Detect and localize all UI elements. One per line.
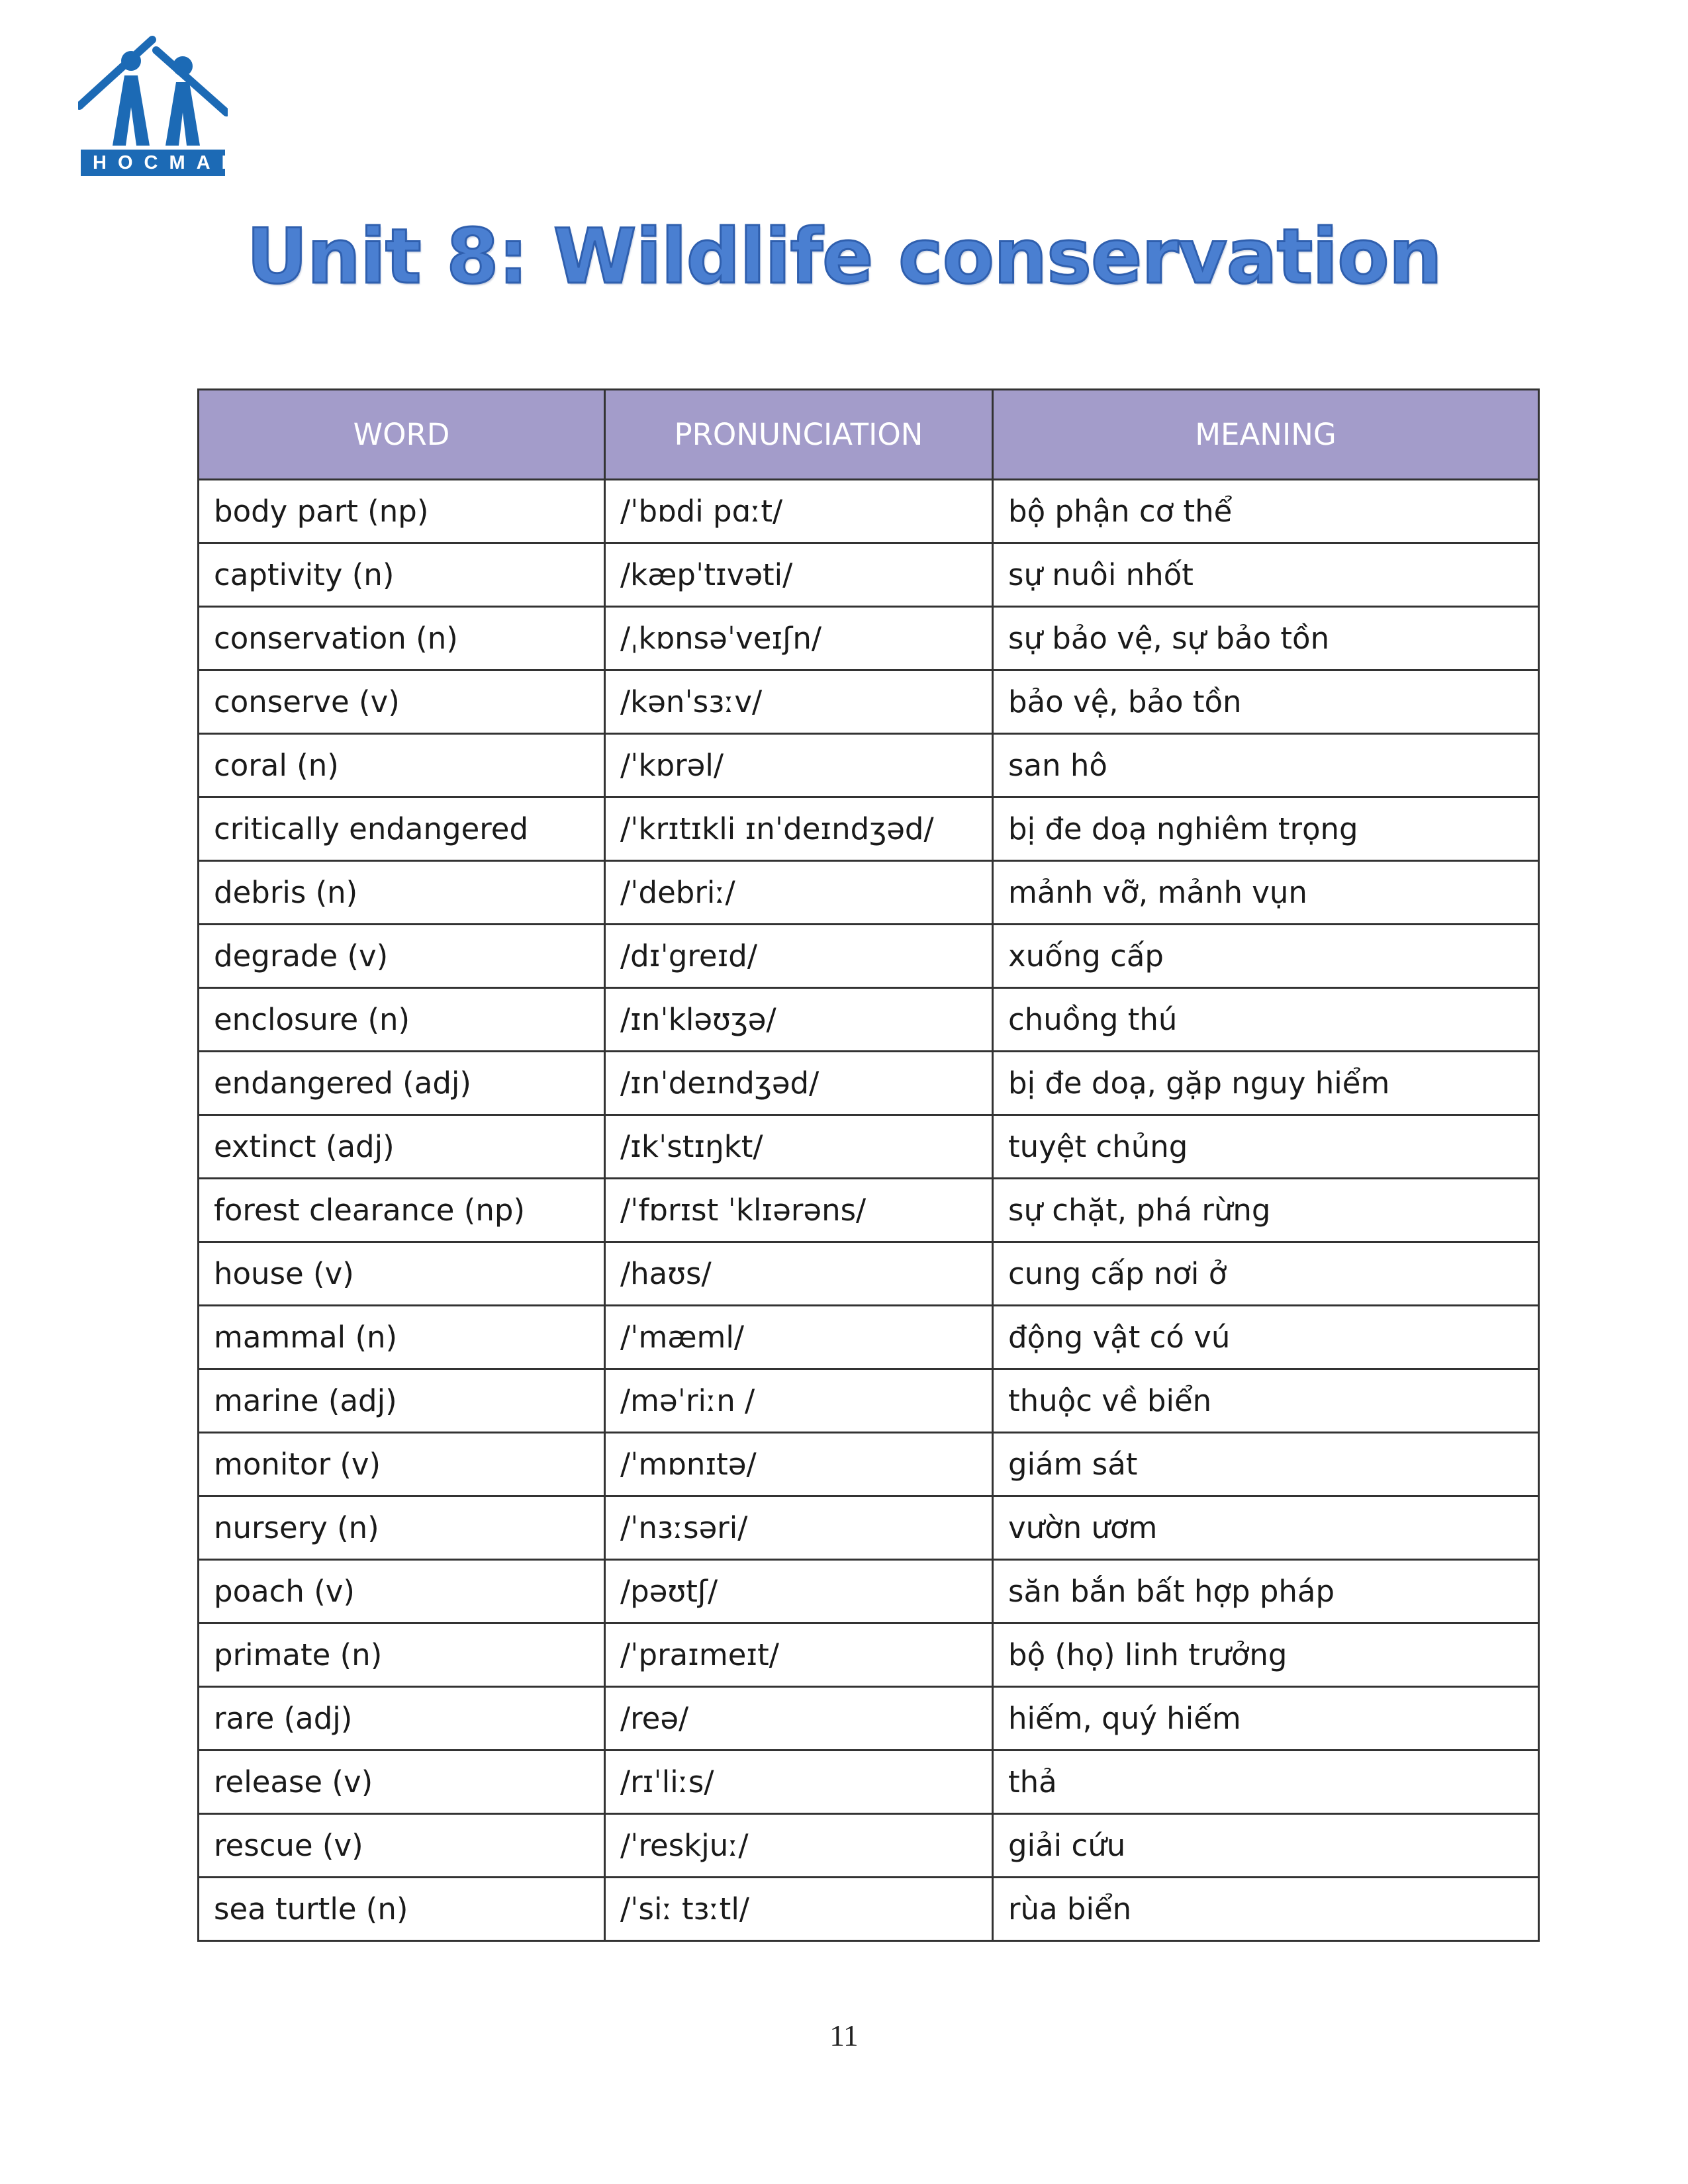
meaning-cell: tuyệt chủng — [993, 1115, 1539, 1179]
word-cell: marine (adj) — [199, 1369, 605, 1433]
header-meaning: MEANING — [993, 390, 1539, 480]
page-number: 11 — [829, 2019, 859, 2052]
word-cell: rare (adj) — [199, 1687, 605, 1751]
meaning-cell: thả — [993, 1751, 1539, 1814]
word-cell: monitor (v) — [199, 1433, 605, 1496]
word-cell: degrade (v) — [199, 925, 605, 988]
table-header-row — [199, 390, 1539, 480]
table-row — [199, 480, 1539, 543]
pronunciation-cell: /ˈpraɪmeɪt/ — [605, 1623, 993, 1687]
word-cell: body part (np) — [199, 480, 605, 543]
word-cell: endangered (adj) — [199, 1052, 605, 1115]
pronunciation-cell: /məˈriːn / — [605, 1369, 993, 1433]
table-row — [199, 1369, 1539, 1433]
pronunciation-cell: /ˈdebriː/ — [605, 861, 993, 925]
table-row — [199, 988, 1539, 1052]
pronunciation-cell: /dɪˈgreɪd/ — [605, 925, 993, 988]
meaning-cell: săn bắn bất hợp pháp — [993, 1560, 1539, 1623]
meaning-cell: sự bảo vệ, sự bảo tồn — [993, 607, 1539, 670]
pronunciation-cell: /ɪkˈstɪŋkt/ — [605, 1115, 993, 1179]
word-cell: conserve (v) — [199, 670, 605, 734]
pronunciation-cell: /kənˈsɜːv/ — [605, 670, 993, 734]
table-row — [199, 1306, 1539, 1369]
table-row — [199, 925, 1539, 988]
word-cell: poach (v) — [199, 1560, 605, 1623]
meaning-cell: vườn ươm — [993, 1496, 1539, 1560]
table-row — [199, 1433, 1539, 1496]
meaning-cell: bộ (họ) linh trưởng — [993, 1623, 1539, 1687]
meaning-cell: thuộc về biển — [993, 1369, 1539, 1433]
header-pronunciation: PRONUNCIATION — [605, 390, 993, 480]
meaning-cell: mảnh vỡ, mảnh vụn — [993, 861, 1539, 925]
hocmai-logo-text: HOCMAI — [81, 150, 225, 176]
table-row — [199, 607, 1539, 670]
pronunciation-cell: /ˈbɒdi pɑːt/ — [605, 480, 993, 543]
table-row — [199, 1242, 1539, 1306]
word-cell: enclosure (n) — [199, 988, 605, 1052]
word-cell: primate (n) — [199, 1623, 605, 1687]
table-row — [199, 543, 1539, 607]
pronunciation-cell: /rɪˈliːs/ — [605, 1751, 993, 1814]
table-body — [199, 480, 1539, 1941]
page-title: Unit 8: Wildlife conservation — [246, 212, 1442, 300]
vocabulary-table — [197, 388, 1540, 1942]
pronunciation-cell: /haʊs/ — [605, 1242, 993, 1306]
pronunciation-cell: /ˈsiː tɜːtl/ — [605, 1878, 993, 1941]
pronunciation-cell: /ˈnɜːsəri/ — [605, 1496, 993, 1560]
word-cell: nursery (n) — [199, 1496, 605, 1560]
word-cell: captivity (n) — [199, 543, 605, 607]
pronunciation-cell: /ˈmæml/ — [605, 1306, 993, 1369]
table-row — [199, 1560, 1539, 1623]
hocmai-logo — [78, 34, 238, 180]
word-cell: release (v) — [199, 1751, 605, 1814]
word-cell: sea turtle (n) — [199, 1878, 605, 1941]
table-row — [199, 797, 1539, 861]
pronunciation-cell: /ˈkɒrəl/ — [605, 734, 993, 797]
table-row — [199, 1687, 1539, 1751]
meaning-cell: động vật có vú — [993, 1306, 1539, 1369]
meaning-cell: xuống cấp — [993, 925, 1539, 988]
pronunciation-cell: /ˈreskjuː/ — [605, 1814, 993, 1878]
pronunciation-cell: /pəʊtʃ/ — [605, 1560, 993, 1623]
word-cell: rescue (v) — [199, 1814, 605, 1878]
pronunciation-cell: /ˈfɒrɪst ˈklɪərəns/ — [605, 1179, 993, 1242]
meaning-cell: bảo vệ, bảo tồn — [993, 670, 1539, 734]
hocmai-figures-icon — [78, 34, 228, 150]
pronunciation-cell: /ˈmɒnɪtə/ — [605, 1433, 993, 1496]
meaning-cell: san hô — [993, 734, 1539, 797]
pronunciation-cell: /ˌkɒnsəˈveɪʃn/ — [605, 607, 993, 670]
table-row — [199, 1179, 1539, 1242]
table-row — [199, 1878, 1539, 1941]
word-cell: forest clearance (np) — [199, 1179, 605, 1242]
table-row — [199, 1623, 1539, 1687]
table-row — [199, 1496, 1539, 1560]
word-cell: critically endangered — [199, 797, 605, 861]
word-cell: extinct (adj) — [199, 1115, 605, 1179]
pronunciation-cell: /reə/ — [605, 1687, 993, 1751]
meaning-cell: giám sát — [993, 1433, 1539, 1496]
pronunciation-cell: /kæpˈtɪvəti/ — [605, 543, 993, 607]
meaning-cell: sự nuôi nhốt — [993, 543, 1539, 607]
table-row — [199, 1751, 1539, 1814]
header-word: WORD — [199, 390, 605, 480]
meaning-cell: chuồng thú — [993, 988, 1539, 1052]
table-row — [199, 1115, 1539, 1179]
meaning-cell: bị đe doạ, gặp nguy hiểm — [993, 1052, 1539, 1115]
meaning-cell: rùa biển — [993, 1878, 1539, 1941]
word-cell: house (v) — [199, 1242, 605, 1306]
word-cell: debris (n) — [199, 861, 605, 925]
word-cell: mammal (n) — [199, 1306, 605, 1369]
meaning-cell: bị đe doạ nghiêm trọng — [993, 797, 1539, 861]
pronunciation-cell: /ɪnˈdeɪndʒəd/ — [605, 1052, 993, 1115]
table-row — [199, 1814, 1539, 1878]
table-row — [199, 1052, 1539, 1115]
meaning-cell: giải cứu — [993, 1814, 1539, 1878]
word-cell: coral (n) — [199, 734, 605, 797]
word-cell: conservation (n) — [199, 607, 605, 670]
table-row — [199, 861, 1539, 925]
pronunciation-cell: /ˈkrɪtɪkli ɪnˈdeɪndʒəd/ — [605, 797, 993, 861]
table-row — [199, 734, 1539, 797]
table-row — [199, 670, 1539, 734]
meaning-cell: cung cấp nơi ở — [993, 1242, 1539, 1306]
meaning-cell: hiếm, quý hiếm — [993, 1687, 1539, 1751]
meaning-cell: sự chặt, phá rừng — [993, 1179, 1539, 1242]
meaning-cell: bộ phận cơ thể — [993, 480, 1539, 543]
pronunciation-cell: /ɪnˈkləʊʒə/ — [605, 988, 993, 1052]
